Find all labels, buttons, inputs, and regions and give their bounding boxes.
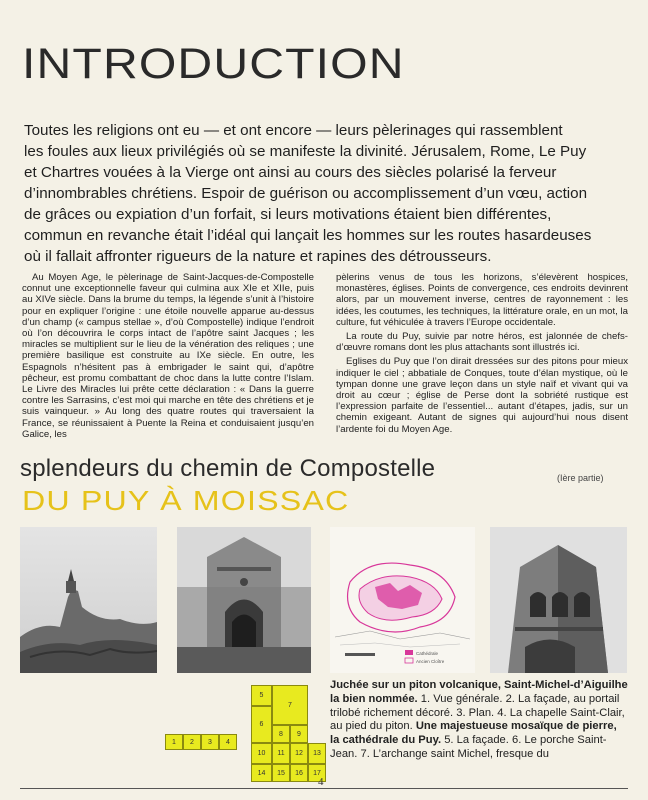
- intro-paragraph: [24, 120, 624, 267]
- intro-line: les foules aux lieux privilégiés où se manifeste la divinité. Jérusalem, Rome, Le Puy: [24, 143, 587, 160]
- right-column: [336, 272, 628, 443]
- footer-rule: [20, 788, 628, 789]
- grid-cell: 17: [308, 764, 326, 782]
- route-title: DU PUY À MOISSAC: [22, 485, 350, 516]
- left-column: [22, 272, 314, 443]
- part-label: (Ière partie): [557, 473, 604, 483]
- photo-caption: [330, 679, 628, 762]
- grid-cell: 7: [272, 685, 308, 725]
- intro-line: où il fallait affronter rigueurs de la nature et rapines des détrousseurs.: [24, 248, 492, 265]
- body-paragraph: Eglises du Puy que l’on dirait dressées sur des pitons pour mieux indiquer le ciel ; abbatiale de Conques, toute d’élan mystique, où le tympan donne une grave leçon dans un style naïf et vivant qui va droit au cœur ; église de Perse dont la sobriété rustique est l’expression parfaite de l’essentiel... autant d’étapes, jadis, sur un chemin exigeant. Autant de signes qui aujourd’hui nous disent l’ardente foi du Moyen Age.: [336, 356, 628, 435]
- page-number: 4: [318, 776, 324, 788]
- plan-legend-cloitre: Ancien Cloître: [416, 659, 445, 664]
- grid-cell: 10: [251, 743, 272, 764]
- caption-text: 5. La façade. 6. Le porche Saint-Jean. 7. L’archange saint Michel, fresque du: [330, 734, 607, 760]
- grid-cell: 8: [272, 725, 290, 743]
- intro-line: de grâces ou expiation d’un forfait, si leurs motivations étaient bien différentes,: [24, 206, 552, 223]
- grid-cell: 5: [251, 685, 272, 706]
- body-paragraph: pèlerins venus de tous les horizons, s’élevèrent hospices, monastères, églises. Points de convergence, ces endroits devinrent alors, par un mouvement inverse, centres de rayonnement : les idées, les coutumes, les techniques, la littérature orale, en un mot, la culture, fut véhiculée à travers l’Europe occidentale.: [336, 272, 628, 328]
- plan-legend-cathedrale: Cathédrale: [416, 651, 439, 656]
- grid-cell: 14: [251, 764, 272, 782]
- grid-cell: 3: [201, 734, 219, 750]
- grid-cell: 13: [308, 743, 326, 764]
- caption-bold: Juchée sur un piton volcanique, Saint-Michel-d’Aiguilhe la bien nommée.: [330, 679, 628, 705]
- grid-cell: 16: [290, 764, 308, 782]
- grid-cell: 9: [290, 725, 308, 743]
- photo-aiguilhe-rock: [20, 527, 157, 673]
- caption-text: 1. Vue générale. 2. La façade, au portail trilobé richement décoré. 3. Plan. 4. La chapelle Saint-Clair, au pied du piton.: [330, 692, 625, 733]
- section-subtitle: splendeurs du chemin de Compostelle: [20, 455, 436, 482]
- grid-cell: 6: [251, 706, 272, 743]
- grid-cell: 15: [272, 764, 290, 782]
- body-paragraph: La route du Puy, suivie par notre héros, est jalonnée de chefs-d’œuvre romans dont les plus attachants sont illustrés ici.: [336, 331, 628, 354]
- body-paragraph: Au Moyen Age, le pèlerinage de Saint-Jacques-de-Compostelle connut une exceptionnelle faveur qui culmina aux XIe et XIIe, puis au XIVe siècle. Dans la brume du temps, la légende s’unit à l’histoire pour en expliquer l’origine : une étoile nouvelle apparue au-dessus d’un champ (« campus stellae », d’où Compostelle) indique l’endroit où l’on découvrira le corps intact de l’apôtre saint Jacques ; les miracles se multiplient sur le lieu de la vénération des reliques ; une première basilique est construite au IXe siècle. En outre, les Espagnols n’hésitent pas à embrigader le saint qui, d’apôtre pêcheur, est promu combattant de choc dans la lutte contre l’Islam. Le Livre des Miracles lui prête cette déclaration : « Dans la guerre contre les Sarrasins, c’est moi qui marche en tête des chrétiens et je suis vainqueur. » Au long des quatre routes qui traversaient la France, se réunissaient à Puente la Reina et conduisaient jusqu’en Galice, les: [22, 272, 314, 440]
- page-title: INTRODUCTION: [22, 40, 405, 88]
- intro-line: Toutes les religions ont eu — et ont encore — leurs pèlerinages qui rassemblent: [24, 122, 563, 139]
- caption-bold: Une majestueuse mosaïque de pierre, la cathédrale du Puy.: [330, 720, 617, 747]
- grid-cell: 12: [290, 743, 308, 764]
- photo-aiguilhe-facade: [177, 527, 311, 673]
- intro-line: d’innombrables chrétiens. Espoir de guérison ou accomplissement d’un vœu, action: [24, 185, 588, 202]
- intro-line: et Chartres vouées à la Vierge ont ainsi au cours des siècles polarisé la ferveur: [24, 164, 557, 181]
- photo-chapel-tower: [490, 527, 627, 673]
- grid-cell: 4: [219, 734, 237, 750]
- grid-cell: 1: [165, 734, 183, 750]
- intro-line: commun en revanche était l’idéal qui lançait les hommes sur les routes hasardeuses: [24, 227, 592, 244]
- grid-cell: 2: [183, 734, 201, 750]
- body-columns: [22, 272, 628, 443]
- plan-drawing: [330, 527, 475, 673]
- grid-cell: 11: [272, 743, 290, 764]
